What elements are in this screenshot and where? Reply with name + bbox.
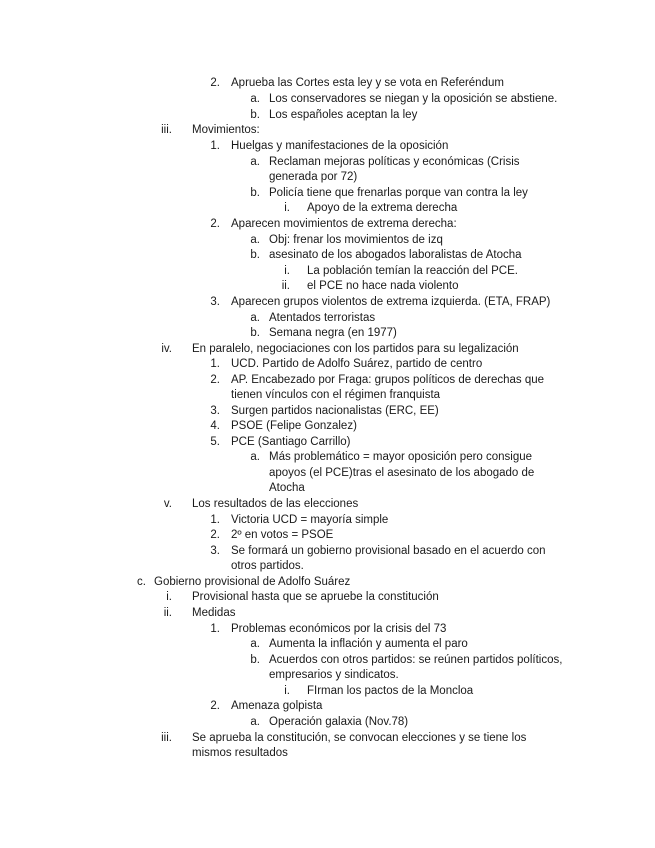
list-marker: b. — [250, 187, 260, 199]
line-text: Aparecen grupos violentos de extrema izquierda. (ETA, FRAP) — [231, 296, 551, 308]
line-text: Aumenta la inflación y aumenta el paro — [269, 638, 468, 650]
line-text: Más problemático = mayor oposición pero consigue — [269, 451, 533, 463]
line-text: Victoria UCD = mayoría simple — [231, 514, 389, 526]
line-text: empresarios y sindicatos. — [269, 669, 399, 681]
line-text: tienen vínculos con el régimen franquista — [231, 389, 441, 401]
list-marker: 2. — [210, 77, 220, 89]
list-marker: 5. — [210, 436, 220, 448]
list-marker: 3. — [210, 296, 220, 308]
line-text: Policía tiene que frenarlas porque van contra la ley — [269, 187, 528, 199]
line-text: AP. Encabezado por Fraga: grupos políticos de derechas que — [231, 374, 545, 386]
line-text: Semana negra (en 1977) — [269, 327, 397, 339]
list-marker: a. — [250, 451, 260, 463]
list-marker: b. — [250, 327, 260, 339]
line-text: Aparecen movimientos de extrema derecha: — [231, 218, 457, 230]
line-text: apoyos (el PCE)tras el asesinato de los abogado de — [269, 467, 535, 479]
line-text: Los resultados de las elecciones — [192, 498, 359, 510]
list-marker: iii. — [161, 732, 172, 744]
list-marker: 2. — [210, 218, 220, 230]
list-marker: a. — [250, 234, 260, 246]
list-marker: i. — [284, 265, 290, 277]
line-text: PCE (Santiago Carrillo) — [231, 436, 351, 448]
line-text: 2º en votos = PSOE — [231, 529, 334, 541]
line-text: Amenaza golpista — [231, 700, 323, 712]
line-text: Se formará un gobierno provisional basado en el acuerdo con — [231, 545, 546, 557]
list-marker: 3. — [210, 405, 220, 417]
list-marker: iv. — [161, 343, 172, 355]
line-text: Apoyo de la extrema derecha — [307, 202, 458, 214]
list-marker: 1. — [210, 623, 220, 635]
list-marker: a. — [250, 312, 260, 324]
list-marker: 1. — [210, 514, 220, 526]
list-marker: b. — [250, 654, 260, 666]
list-marker: 1. — [210, 140, 220, 152]
list-marker: b. — [250, 249, 260, 261]
line-text: FIrman los pactos de la Moncloa — [307, 685, 474, 697]
list-marker: a. — [250, 156, 260, 168]
line-text: Obj: frenar los movimientos de izq — [269, 234, 443, 246]
line-text: Huelgas y manifestaciones de la oposición — [231, 140, 449, 152]
line-text: Medidas — [192, 607, 236, 619]
list-marker: 4. — [210, 420, 220, 432]
list-marker: ii. — [163, 607, 172, 619]
line-text: Los españoles aceptan la ley — [269, 109, 418, 121]
line-text: generada por 72) — [269, 171, 358, 183]
line-text: Surgen partidos nacionalistas (ERC, EE) — [231, 405, 439, 417]
line-text: Reclaman mejoras políticas y económicas (Crisis — [269, 156, 520, 168]
line-text: Provisional hasta que se apruebe la constitución — [192, 591, 439, 603]
list-marker: ii. — [281, 280, 290, 292]
line-text: asesinato de los abogados laboralistas de Atocha — [269, 249, 522, 261]
list-marker: 2. — [210, 374, 220, 386]
list-marker: i. — [284, 685, 290, 697]
line-text: La población temían la reacción del PCE. — [307, 265, 518, 277]
list-marker: c. — [137, 576, 146, 588]
line-text: mismos resultados — [192, 747, 288, 759]
line-text: Operación galaxia (Nov.78) — [269, 716, 409, 728]
list-marker: iii. — [161, 124, 172, 136]
line-text: Los conservadores se niegan y la oposición se abstiene. — [269, 93, 558, 105]
line-text: Atentados terroristas — [269, 312, 376, 324]
list-marker: 2. — [210, 700, 220, 712]
line-text: Gobierno provisional de Adolfo Suárez — [154, 576, 351, 588]
list-marker: v. — [163, 498, 172, 510]
line-text: En paralelo, negociaciones con los partidos para su legalización — [192, 343, 519, 355]
line-text: el PCE no hace nada violento — [307, 280, 459, 292]
line-text: UCD. Partido de Adolfo Suárez, partido de centro — [231, 358, 483, 370]
list-marker: 3. — [210, 545, 220, 557]
list-marker: 2. — [210, 529, 220, 541]
list-marker: a. — [250, 716, 260, 728]
line-text: PSOE (Felipe Gonzalez) — [231, 420, 357, 432]
list-marker: b. — [250, 109, 260, 121]
line-text: Atocha — [269, 482, 305, 494]
line-text: Movimientos: — [192, 124, 260, 136]
line-text: Aprueba las Cortes esta ley y se vota en Referéndum — [231, 77, 504, 89]
line-text: Se aprueba la constitución, se convocan elecciones y se tiene los — [192, 732, 527, 744]
line-text: Acuerdos con otros partidos: se reúnen partidos políticos, — [269, 654, 563, 666]
list-marker: a. — [250, 93, 260, 105]
list-marker: i. — [284, 202, 290, 214]
list-marker: 1. — [210, 358, 220, 370]
list-marker: a. — [250, 638, 260, 650]
line-text: otros partidos. — [231, 560, 304, 572]
line-text: Problemas económicos por la crisis del 73 — [231, 623, 447, 635]
list-marker: i. — [166, 591, 172, 603]
